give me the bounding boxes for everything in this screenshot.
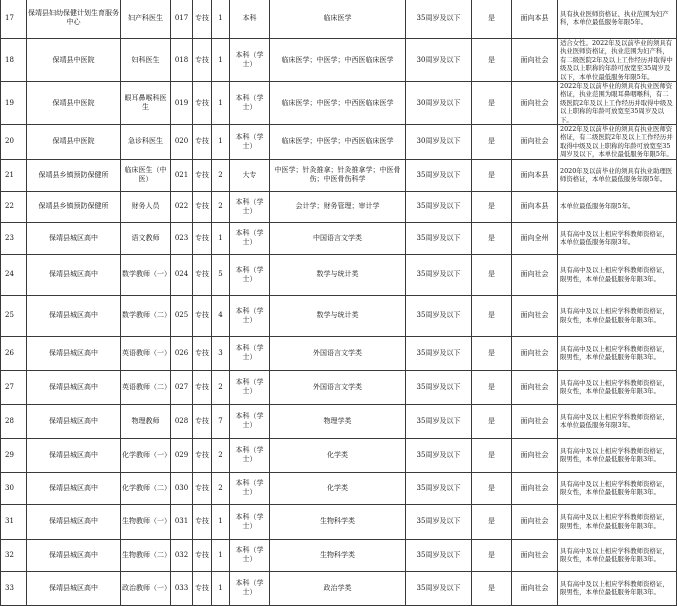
major-cell: 生物科学类 [270,504,406,539]
requirements-cell: 具有高中及以上相应学科教师资格证，限女性，本单位最低服务年限3年。 [558,295,677,336]
unit-name-cell: 保靖县城区高中 [27,504,121,539]
recruit-scope-cell: 面向社会 [512,295,558,336]
post-name-cell: 数学教师（一） [121,254,171,295]
age-limit-cell: 35周岁及以下 [406,0,472,39]
flag-cell: 是 [472,39,512,82]
table-row [1,370,677,404]
major-cell: 临床医学 [270,0,406,39]
headcount-cell: 1 [212,0,230,39]
recruit-scope-cell: 面向本县 [512,191,558,222]
table-row [1,82,677,125]
table-row [1,222,677,254]
flag-cell: 是 [472,539,512,571]
headcount-cell: 2 [212,438,230,472]
education-cell: 本科（学士） [230,295,270,336]
age-limit-cell: 35周岁及以下 [406,336,472,370]
post-type-cell: 专技 [193,472,212,504]
post-type-cell: 专技 [193,191,212,222]
unit-name-cell: 保靖县城区高中 [27,295,121,336]
flag-cell: 是 [472,404,512,438]
major-cell: 外国语言文学类 [270,336,406,370]
post-code-cell: 022 [171,191,193,222]
table-row [1,504,677,539]
education-cell: 本科（学士） [230,504,270,539]
requirements-cell: 具有高中及以上相应学科教师资格证，限男性，本单位最低服务年限3年。 [558,438,677,472]
unit-name-cell: 保靖县中医院 [27,82,121,125]
unit-name-cell: 保靖县城区高中 [27,254,121,295]
recruit-scope-cell: 面向社会 [512,82,558,125]
age-limit-cell: 35周岁及以下 [406,539,472,571]
flag-cell: 是 [472,0,512,39]
education-cell: 本科（学士） [230,254,270,295]
post-code-cell: 029 [171,438,193,472]
row-number-cell: 20 [1,125,27,160]
post-name-cell: 英语教师（一） [121,336,171,370]
education-cell: 本科（学士） [230,191,270,222]
recruit-scope-cell: 面向社会 [512,504,558,539]
post-code-cell: 020 [171,125,193,160]
major-cell: 生物科学类 [270,539,406,571]
flag-cell: 是 [472,222,512,254]
row-number-cell: 21 [1,159,27,191]
post-name-cell: 化学教师（一） [121,438,171,472]
unit-name-cell: 保靖县城区高中 [27,404,121,438]
post-type-cell: 专技 [193,39,212,82]
recruit-scope-cell: 面向社会 [512,539,558,571]
table-row [1,472,677,504]
major-cell: 临床医学；中医学；中西医临床医学 [270,82,406,125]
table-row [1,571,677,605]
post-type-cell: 专技 [193,504,212,539]
unit-name-cell: 保靖县中医院 [27,125,121,160]
unit-name-cell: 保靖县中医院 [27,39,121,82]
requirements-cell: 具有高中及以上相应学科教师资格证，限男性，本单位最低服务年限3年。 [558,336,677,370]
table-row [1,254,677,295]
requirements-cell: 具有高中及以上相应学科教师资格证，限女性，本单位最低服务年限3年。 [558,539,677,571]
row-number-cell: 30 [1,472,27,504]
age-limit-cell: 35周岁及以下 [406,370,472,404]
flag-cell: 是 [472,125,512,160]
education-cell: 本科（学士） [230,125,270,160]
post-type-cell: 专技 [193,125,212,160]
table-row [1,191,677,222]
headcount-cell: 1 [212,539,230,571]
requirements-cell: 具有高中及以上相应学科教师资格证，本单位最低服务年限3年。 [558,222,677,254]
major-cell: 临床医学；中医学；中西医临床医学 [270,125,406,160]
table-row [1,125,677,160]
education-cell: 本科（学士） [230,539,270,571]
age-limit-cell: 30周岁及以下 [406,125,472,160]
row-number-cell: 18 [1,39,27,82]
flag-cell: 是 [472,159,512,191]
education-cell: 本科（学士） [230,222,270,254]
headcount-cell: 1 [212,504,230,539]
flag-cell: 是 [472,336,512,370]
age-limit-cell: 35周岁及以下 [406,191,472,222]
post-name-cell: 物理教师 [121,404,171,438]
headcount-cell: 2 [212,191,230,222]
post-code-cell: 030 [171,472,193,504]
post-type-cell: 专技 [193,370,212,404]
post-name-cell: 急诊科医生 [121,125,171,160]
unit-name-cell: 保靖县城区高中 [27,222,121,254]
requirements-cell: 2022年及以前毕业的须具有执业医师资格证，有二级医院2年及以上工作经历并取得中级及以上职称的年龄可放宽至35周岁及以下，本单位最低服务年限5年。 [558,125,677,160]
major-cell: 政治学类 [270,571,406,605]
recruit-scope-cell: 面向社会 [512,125,558,160]
unit-name-cell: 保靖县城区高中 [27,336,121,370]
headcount-cell: 1 [212,125,230,160]
major-cell: 数学与统计类 [270,295,406,336]
age-limit-cell: 30周岁及以下 [406,82,472,125]
post-code-cell: 027 [171,370,193,404]
post-type-cell: 专技 [193,295,212,336]
table-row [1,295,677,336]
major-cell: 中医学；针灸推拿；针灸推拿学；中医骨伤；中医骨伤科学 [270,159,406,191]
post-name-cell: 妇产科医生 [121,0,171,39]
post-code-cell: 021 [171,159,193,191]
post-code-cell: 017 [171,0,193,39]
recruit-scope-cell: 面向社会 [512,39,558,82]
post-code-cell: 031 [171,504,193,539]
headcount-cell: 2 [212,472,230,504]
requirements-cell: 具有高中及以上相应学科教师资格证，限男性，本单位最低服务年限3年。 [558,571,677,605]
table-row [1,404,677,438]
post-type-cell: 专技 [193,254,212,295]
major-cell: 化学类 [270,472,406,504]
unit-name-cell: 保靖县城区高中 [27,370,121,404]
unit-name-cell: 保靖县城区高中 [27,571,121,605]
row-number-cell: 31 [1,504,27,539]
recruit-scope-cell: 面向社会 [512,370,558,404]
table-row [1,39,677,82]
recruit-scope-cell: 面向社会 [512,438,558,472]
flag-cell: 是 [472,370,512,404]
recruit-scope-cell: 面向社会 [512,571,558,605]
table-row [1,336,677,370]
post-code-cell: 018 [171,39,193,82]
flag-cell: 是 [472,438,512,472]
table-body [1,0,677,605]
age-limit-cell: 35周岁及以下 [406,504,472,539]
recruit-scope-cell: 面向本县 [512,0,558,39]
headcount-cell: 2 [212,159,230,191]
requirements-cell: 本单位最低服务年限5年。 [558,191,677,222]
headcount-cell: 1 [212,571,230,605]
requirements-cell: 具有高中及以上相应学科教师资格证，限男性，本单位最低服务年限3年。 [558,254,677,295]
row-number-cell: 27 [1,370,27,404]
post-code-cell: 026 [171,336,193,370]
age-limit-cell: 35周岁及以下 [406,222,472,254]
table-row [1,159,677,191]
post-name-cell: 英语教师（二） [121,370,171,404]
unit-name-cell: 保靖县城区高中 [27,472,121,504]
major-cell: 会计学；财务管理；审计学 [270,191,406,222]
age-limit-cell: 35周岁及以下 [406,159,472,191]
row-number-cell: 33 [1,571,27,605]
requirements-cell: 2020年及以前毕业的须具有执业助理医师资格证，本单位最低服务年限5年。 [558,159,677,191]
headcount-cell: 4 [212,295,230,336]
post-name-cell: 临床医生（中医） [121,159,171,191]
post-code-cell: 024 [171,254,193,295]
post-name-cell: 数学教师（二） [121,295,171,336]
post-type-cell: 专技 [193,571,212,605]
requirements-cell: 2022年及以前毕业的须具有执业医师资格证，执业范围为眼耳鼻咽喉科，有二级医院2年及以上工作经历并取得中级及以上职称的年龄可放宽至35周岁及以下。 [558,82,677,125]
education-cell: 本科（学士） [230,39,270,82]
headcount-cell: 2 [212,370,230,404]
post-code-cell: 032 [171,539,193,571]
post-type-cell: 专技 [193,438,212,472]
flag-cell: 是 [472,295,512,336]
unit-name-cell: 保靖县乡镇预防保健所 [27,191,121,222]
education-cell: 本科（学士） [230,404,270,438]
row-number-cell: 19 [1,82,27,125]
post-name-cell: 语文教师 [121,222,171,254]
post-type-cell: 专技 [193,159,212,191]
post-code-cell: 028 [171,404,193,438]
post-name-cell: 财务人员 [121,191,171,222]
recruit-scope-cell: 面向社会 [512,472,558,504]
recruit-scope-cell: 面向社会 [512,254,558,295]
headcount-cell: 5 [212,254,230,295]
unit-name-cell: 保靖县城区高中 [27,539,121,571]
age-limit-cell: 35周岁及以下 [406,571,472,605]
education-cell: 本科（学士） [230,472,270,504]
education-cell: 本科（学士） [230,438,270,472]
post-name-cell: 妇科医生 [121,39,171,82]
education-cell: 本科（学士） [230,370,270,404]
table-row [1,539,677,571]
unit-name-cell: 保靖县城区高中 [27,438,121,472]
post-name-cell: 生物教师（二） [121,539,171,571]
major-cell: 数学与统计类 [270,254,406,295]
post-code-cell: 025 [171,295,193,336]
recruit-scope-cell: 面向社会 [512,404,558,438]
requirements-cell: 具有高中及以上相应学科教师资格证，限男性，本单位最低服务年限3年。 [558,504,677,539]
major-cell: 物理学类 [270,404,406,438]
row-number-cell: 22 [1,191,27,222]
row-number-cell: 26 [1,336,27,370]
headcount-cell: 1 [212,82,230,125]
flag-cell: 是 [472,82,512,125]
row-number-cell: 17 [1,0,27,39]
row-number-cell: 28 [1,404,27,438]
flag-cell: 是 [472,191,512,222]
table-row [1,438,677,472]
post-type-cell: 专技 [193,0,212,39]
recruit-scope-cell: 面向全州 [512,222,558,254]
requirements-cell: 具有高中及以上相应学科教师资格证，限女性，本单位最低服务年限3年。 [558,472,677,504]
row-number-cell: 32 [1,539,27,571]
row-number-cell: 24 [1,254,27,295]
unit-name-cell: 保靖县乡镇预防保健所 [27,159,121,191]
post-type-cell: 专技 [193,222,212,254]
post-type-cell: 专技 [193,82,212,125]
education-cell: 本科 [230,0,270,39]
headcount-cell: 1 [212,222,230,254]
major-cell: 化学类 [270,438,406,472]
age-limit-cell: 35周岁及以下 [406,295,472,336]
flag-cell: 是 [472,472,512,504]
post-type-cell: 专技 [193,539,212,571]
table-row [1,0,677,39]
post-code-cell: 019 [171,82,193,125]
education-cell: 本科（学士） [230,571,270,605]
requirements-cell: 具有执业医师资格证、执业范围为妇产科，本单位最低服务年限5年。 [558,0,677,39]
flag-cell: 是 [472,504,512,539]
age-limit-cell: 35周岁及以下 [406,438,472,472]
post-code-cell: 023 [171,222,193,254]
post-type-cell: 专技 [193,404,212,438]
major-cell: 中国语言文学类 [270,222,406,254]
headcount-cell: 7 [212,404,230,438]
flag-cell: 是 [472,571,512,605]
row-number-cell: 23 [1,222,27,254]
headcount-cell: 1 [212,39,230,82]
age-limit-cell: 35周岁及以下 [406,404,472,438]
age-limit-cell: 30周岁及以下 [406,39,472,82]
major-cell: 临床医学；中医学；中西医临床医学 [270,39,406,82]
education-cell: 大专 [230,159,270,191]
headcount-cell: 3 [212,336,230,370]
post-name-cell: 政治教师（一） [121,571,171,605]
post-name-cell: 眼耳鼻喉科医生 [121,82,171,125]
flag-cell: 是 [472,254,512,295]
requirements-cell: 具有高中及以上相应学科教师资格证，限女性，本单位最低服务年限3年。 [558,370,677,404]
post-name-cell: 化学教师（二） [121,472,171,504]
age-limit-cell: 35周岁及以下 [406,254,472,295]
unit-name-cell: 保靖县妇幼保健计划生育服务中心 [27,0,121,39]
post-code-cell: 033 [171,571,193,605]
requirements-cell: 适合女性。2022年及以前毕业的须具有执业医师资格证，执业范围为妇产科，有二级医院2年及以上工作经历并取得中级及以上职称的年龄可放宽至35周岁及以下，本单位最低服务年限5年。 [558,39,677,82]
row-number-cell: 29 [1,438,27,472]
post-name-cell: 生物教师（一） [121,504,171,539]
major-cell: 外国语言文学类 [270,370,406,404]
education-cell: 本科（学士） [230,336,270,370]
row-number-cell: 25 [1,295,27,336]
requirements-cell: 具有高中及以上相应学科教师资格证，本单位最低服务年限3年。 [558,404,677,438]
recruit-scope-cell: 面向本县 [512,159,558,191]
recruit-scope-cell: 面向社会 [512,336,558,370]
age-limit-cell: 35周岁及以下 [406,472,472,504]
education-cell: 本科（学士） [230,82,270,125]
post-type-cell: 专技 [193,336,212,370]
